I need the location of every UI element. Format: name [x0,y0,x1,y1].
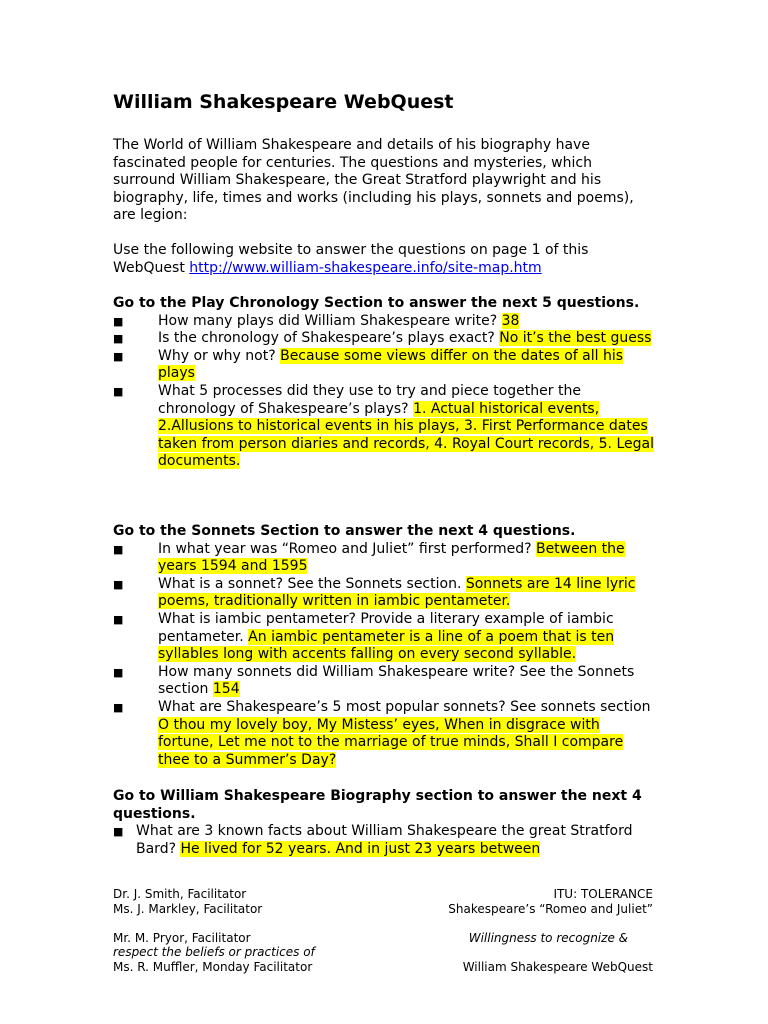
facilitator-name: Dr. J. Smith, Facilitator [113,887,247,901]
question-list [113,823,658,858]
section-heading: Go to the Sonnets Section to answer the next 4 questions. [113,523,576,539]
footer-row [113,902,653,917]
answer-text: 38 [501,312,520,329]
question-item [113,664,658,699]
answer-text: An iambic pentameter is a line of a poem that is ten syllables long with accents falling on every second syllable. [158,628,615,663]
question-text: In what year was “Romeo and Juliet” first performed? [158,540,536,557]
website-link[interactable]: http://www.william-shakespeare.info/site-map.htm [189,259,542,276]
facilitator-name: Mr. M. Pryor, Facilitator [113,930,251,945]
question-item [113,348,658,383]
tolerance-definition-continued: respect the beliefs or practices of [113,945,315,960]
square-bullet-icon: ■ [113,349,124,363]
question-item [113,576,658,611]
square-bullet-icon: ■ [113,384,124,398]
footer-row [113,887,653,902]
question-item [113,541,658,576]
answer-text: 1. Actual historical events, 2.Allusions to historical events in his plays, 3. First Performance dates taken from person diaries and records, 4. Royal Court records, 5. Legal documents. [158,400,654,470]
square-bullet-icon: ■ [113,825,124,839]
question-list [113,313,658,471]
question-text: What are 3 known facts about William Shakespeare the great Stratford Bard? [136,823,633,857]
answer-text: 154 [212,681,240,698]
unit-title: ITU: TOLERANCE [553,887,653,901]
square-bullet-icon: ■ [113,665,124,679]
question-item [113,823,658,858]
facilitator-name: Ms. J. Markley, Facilitator [113,901,263,916]
website-text: Use the following website to answer the questions on page 1 of this WebQuest [113,242,589,276]
footer-row [113,931,653,946]
answer-text: No it’s the best guess [499,330,652,347]
question-text: Is the chronology of Shakespeare’s plays exact? [158,330,500,347]
biography-section [113,788,658,858]
page-title: William Shakespeare WebQuest [113,91,454,113]
footer-spacer [113,916,653,931]
question-item [113,383,658,471]
square-bullet-icon: ■ [113,577,124,591]
question-text: What is a sonnet? See the Sonnets section. [158,575,466,592]
section-heading: Go to William Shakespeare Biography section to answer the next 4 questions. [113,788,642,822]
question-text: What 5 processes did they use to try and piece together the chronology of Shakespeare’s plays? [158,382,581,417]
tolerance-definition: Willingness to recognize & [468,930,628,945]
question-item [113,611,658,664]
question-list [113,541,658,770]
answer-text: O thou my lovely boy, My Mistess’ eyes, When in disgrace with fortune, Let me not to the marriage of true minds, Shall I compare thee to a Summer’s Day? [158,716,624,768]
website-instructions [113,242,653,277]
footer-row [113,960,653,975]
question-item [113,330,658,348]
sonnets-section [113,523,658,769]
question-text: How many sonnets did William Shakespeare write? See the Sonnets section [158,663,635,698]
question-text: How many plays did William Shakespeare write? [158,312,502,329]
answer-text: Between the years 1594 and 1595 [158,540,625,575]
intro-paragraph: The World of William Shakespeare and details of his biography have fascinated people for centuries. The questions and mysteries, which surround William Shakespeare, the Great Stratford playwright and his biography, life, times and works (including his plays, sonnets and poems), are legion: [113,137,634,224]
square-bullet-icon: ■ [113,612,124,626]
answer-text: He lived for 52 years. And in just 23 years between [180,840,541,857]
square-bullet-icon: ■ [113,314,124,328]
question-text: Why or why not? [158,347,281,364]
question-item [113,313,658,331]
play-chronology-section [113,295,658,471]
facilitator-name: Ms. R. Muffler, Monday Facilitator [113,959,313,974]
square-bullet-icon: ■ [113,542,124,556]
question-text: What are Shakespeare’s 5 most popular sonnets? See sonnets section [158,698,651,715]
square-bullet-icon: ■ [113,700,124,714]
section-heading: Go to the Play Chronology Section to answer the next 5 questions. [113,295,640,311]
answer-text: Because some views differ on the dates of all his plays [158,347,624,382]
page-footer [113,887,653,975]
square-bullet-icon: ■ [113,332,124,346]
question-item [113,699,658,769]
document-name: William Shakespeare WebQuest [462,959,653,974]
answer-text: Sonnets are 14 line lyric poems, traditionally written in iambic pentameter. [158,575,636,610]
footer-row [113,945,653,960]
unit-subtitle: Shakespeare’s “Romeo and Juliet” [448,901,653,916]
question-text: What is iambic pentameter? Provide a literary example of iambic pentameter. [158,610,614,645]
